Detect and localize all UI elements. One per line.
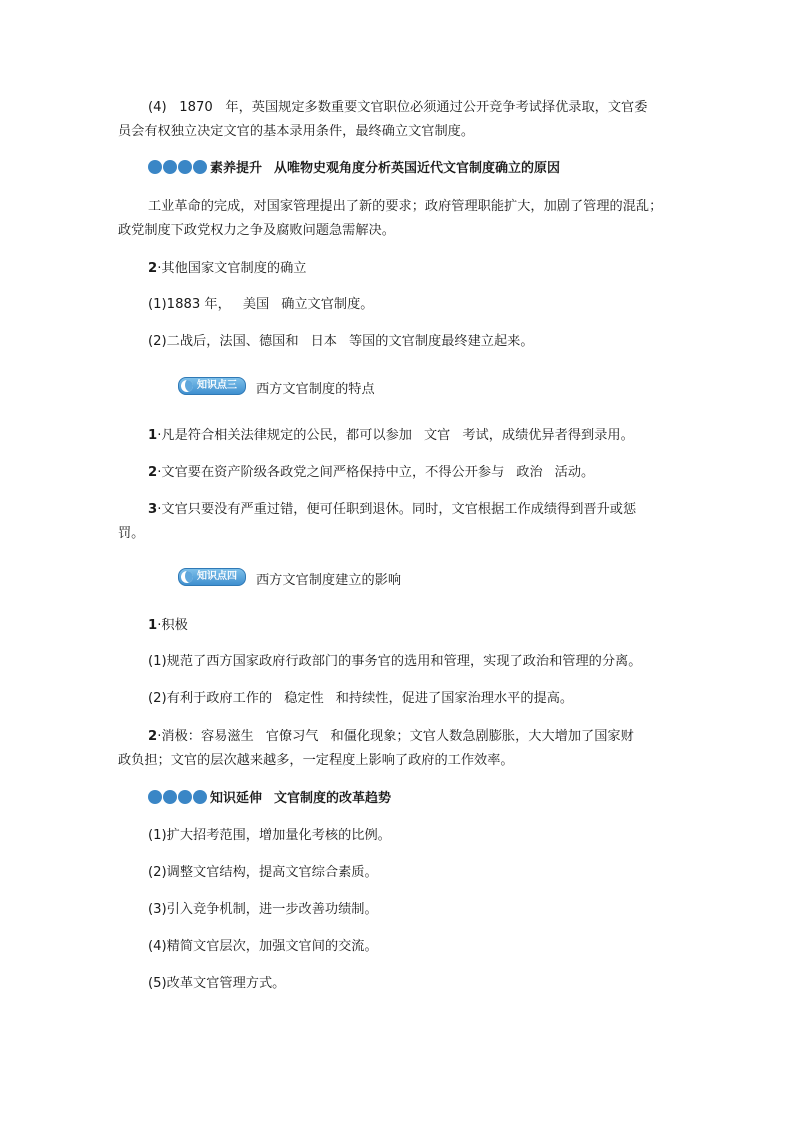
kp4-heading xyxy=(178,568,401,592)
yanshen-heading xyxy=(148,788,391,810)
kp4-title: 西方文官制度建立的影响 xyxy=(256,573,402,588)
other-item2 xyxy=(148,330,678,354)
yanshen-item: (4)精简文官层次，加强文官间的交流。 xyxy=(148,939,378,954)
kp3-badge: 知识点三 xyxy=(178,377,246,395)
other-item1 xyxy=(148,293,678,317)
yanshen-item: (5)改革文官管理方式。 xyxy=(148,976,286,991)
moon-icon xyxy=(181,571,193,583)
kp3-item2: 2·文官要在资产阶级各政党之间严格保持中立，不得公开参与 政治 活动。 xyxy=(148,465,595,480)
kp4-badge: 知识点四 xyxy=(178,568,246,586)
other-title: ·其他国家文官制度的确立 xyxy=(157,261,307,276)
yanshen-title: 文官制度的改革趋势 xyxy=(274,791,392,806)
kp4-positive-a: (1)规范了西方国家政府行政部门的事务官的选用和管理，实现了政治和管理的分离。 xyxy=(148,654,642,669)
kp4-negative-answer: 官僚习气 xyxy=(265,729,319,744)
paragraph-1870-line2: 员会有权独立决定文官的基本录用条件，最终确立文官制度。 xyxy=(118,124,475,139)
suyang-title: 从唯物史观角度分析英国近代文官制度确立的原因 xyxy=(274,161,561,176)
yanshen-item: (2)调整文官结构，提高文官综合素质。 xyxy=(148,865,378,880)
suyang-line1: 工业革命的完成，对国家管理提出了新的要求；政府管理职能扩大，加剧了管理的混乱； xyxy=(148,199,663,214)
kp3-heading xyxy=(178,377,375,401)
kp4-negative-line2: 政负担；文官的层次越来越多，一定程度上影响了政府的工作效率。 xyxy=(118,753,514,768)
other-heading xyxy=(148,257,678,281)
kp3-title: 西方文官制度的特点 xyxy=(256,382,375,397)
other-item1-post: 确立文官制度。 xyxy=(281,297,374,312)
kp3-item3-line1: 3·文官只要没有严重过错，便可任职到退休。同时，文官根据工作成绩得到晋升或惩 xyxy=(148,502,637,517)
other-item2-post: 等国的文官制度最终建立起来。 xyxy=(348,334,534,349)
yanshen-item: (1)扩大招考范围，增加量化考核的比例。 xyxy=(148,828,391,843)
kp3-item2-answer: 政治 xyxy=(516,465,543,480)
kp4-positive-heading: 1·积极 xyxy=(148,618,188,633)
other-item1-pre: (1)1883 年， xyxy=(148,297,231,312)
kp4-positive-b-answer: 稳定性 xyxy=(284,691,324,706)
kp3-item1: 1·凡是符合相关法律规定的公民，都可以参加 文官 考试，成绩优异者得到录用。 xyxy=(148,428,634,443)
yanshen-label: 知识延伸 xyxy=(210,791,263,806)
other-item2-answer: 日本 xyxy=(310,334,337,349)
kp4-positive-b: (2)有利于政府工作的 稳定性 和持续性，促进了国家治理水平的提高。 xyxy=(148,691,574,706)
dots-icon xyxy=(148,790,208,804)
other-item1-answer: 美国 xyxy=(242,297,270,312)
kp3-item1-answer: 文官 xyxy=(423,428,451,443)
yanshen-item: (3)引入竞争机制，进一步改善功绩制。 xyxy=(148,902,378,917)
dots-icon xyxy=(148,160,208,174)
kp4-negative-line1: 2·消极：容易滋生 官僚习气 和僵化现象；文官人数急剧膨胀，大大增加了国家财 xyxy=(148,729,634,744)
paragraph-1870-line1: (4) 1870 年，英国规定多数重要文官职位必须通过公开竞争考试择优录取，文官委 xyxy=(148,100,648,115)
suyang-heading xyxy=(148,158,560,180)
suyang-label: 素养提升 xyxy=(210,161,263,176)
other-num: 2 xyxy=(148,261,158,276)
moon-icon xyxy=(181,380,193,392)
suyang-line2: 政党制度下政党权力之争及腐败问题急需解决。 xyxy=(118,223,395,238)
other-item2-pre: (2)二战后，法国、德国和 xyxy=(148,334,299,349)
kp3-item3-line2: 罚。 xyxy=(118,526,145,541)
